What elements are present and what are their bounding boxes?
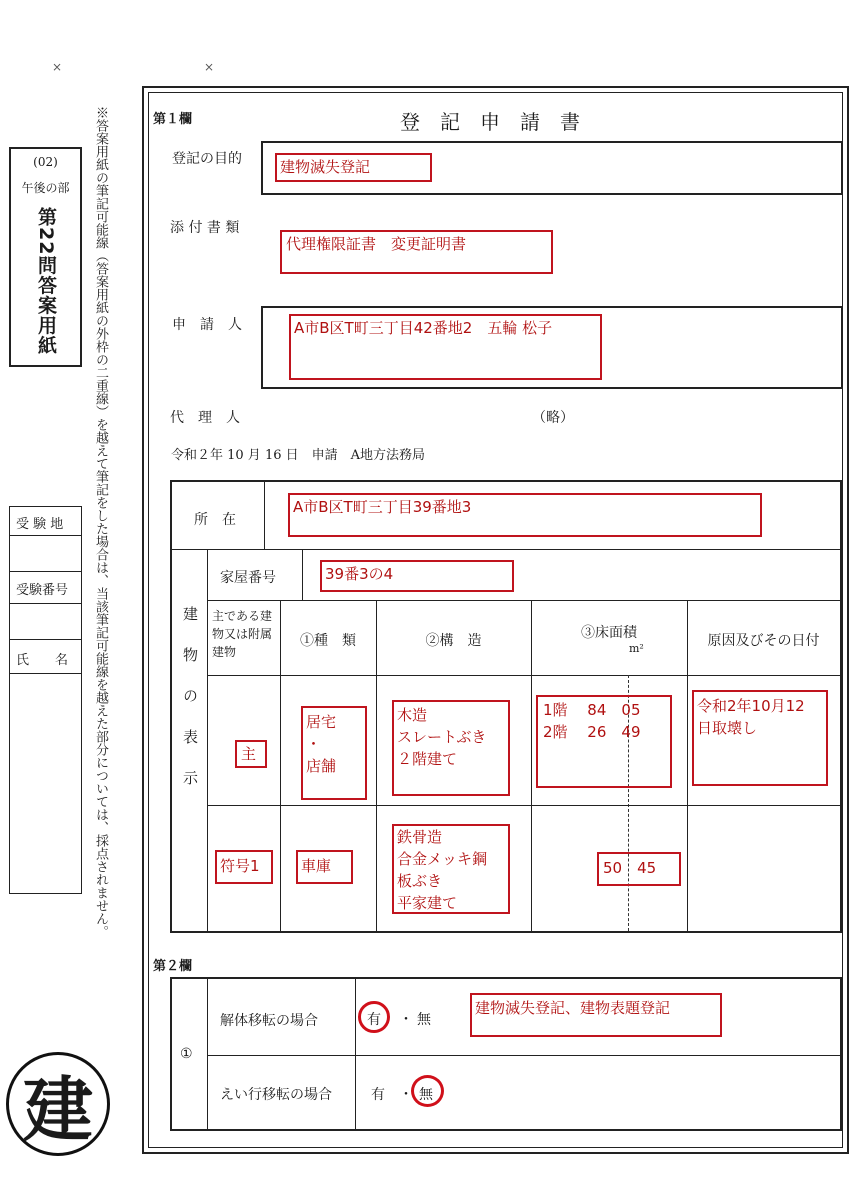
transfer-separator: ・ [399, 1087, 413, 1103]
exam-info-box [9, 506, 82, 894]
purpose-answer-box [275, 153, 432, 182]
purpose-value: 建物滅失登記 [280, 158, 371, 176]
building-display-label: 建物の表示 [181, 606, 199, 811]
relocation-table [170, 977, 842, 1131]
agent-label: 代 理 人 [170, 410, 240, 426]
relocation-item-number: ① [180, 1046, 193, 1062]
crop-mark-left: × [52, 60, 63, 74]
main-building-answer-box[interactable] [235, 740, 267, 768]
row1-cause-line1: 令和2年10月12 [697, 697, 805, 715]
row1-structure-line3: ２階建て [397, 750, 458, 768]
transfer-label: えい行移転の場合 [220, 1087, 332, 1103]
location-answer-box[interactable] [288, 493, 762, 537]
applicant-field[interactable] [261, 306, 843, 389]
row1-floor-area-line1: 1階 84 05 [543, 701, 641, 719]
section1-label: 第１欄 [153, 112, 193, 127]
sheet-title: 第22問答案用紙 [35, 207, 57, 356]
dismantle-note-answer-box[interactable] [470, 993, 722, 1037]
application-title: 登 記 申 請 書 [400, 110, 580, 134]
transfer-yes-option[interactable]: 有 [371, 1087, 385, 1103]
row1-structure-answer-box[interactable] [392, 700, 510, 796]
sheet-code: (02) [33, 155, 58, 169]
row1-cause-line2: 日取壊し [697, 719, 758, 737]
row1-kind-line3: 店舗 [306, 757, 337, 775]
purpose-label: 登記の目的 [172, 151, 242, 167]
agent-value: （略） [532, 410, 574, 426]
row1-structure-line2: スレートぶき [397, 728, 487, 746]
dismantle-no-option[interactable]: 無 [417, 1012, 431, 1028]
kind-header: ①種 類 [300, 633, 356, 649]
crop-mark-right: × [204, 60, 215, 74]
house-number-value: 39番3の4 [325, 565, 394, 583]
sheet-session: 午後の部 [21, 181, 70, 195]
row2-floor-area-value: 50 45 [603, 859, 657, 877]
attachments-label: 添 付 書 類 [170, 220, 240, 236]
section2-label: 第２欄 [153, 959, 193, 974]
applicant-value: A市B区T町三丁目42番地2 五輪 松子 [294, 319, 553, 337]
row2-floor-area-answer-box[interactable] [597, 852, 681, 886]
row1-structure-line1: 木造 [397, 706, 428, 724]
notice-text: ※答案用紙の筆記可能線（答案用紙の外枠の二重線）を越えて筆記をした場合は、当該筆記可能線を越えた部分については、採点されません。 [93, 106, 108, 938]
attachments-value: 代理権限証書 変更証明書 [286, 235, 467, 253]
location-value: A市B区T町三丁目39番地3 [293, 498, 472, 516]
exam-number-label: 受験番号 [16, 583, 69, 598]
answer-sheet-title-box [9, 147, 82, 367]
house-number-label: 家屋番号 [220, 570, 276, 586]
building-table [170, 480, 842, 933]
cause-header: 原因及びその日付 [707, 633, 820, 649]
structure-header: ②構 造 [425, 633, 482, 649]
house-number-answer-box[interactable] [320, 560, 514, 592]
attachments-answer-box[interactable] [280, 230, 553, 274]
annex-symbol-value: 符号1 [220, 857, 260, 875]
row1-kind-answer-box[interactable] [301, 706, 367, 800]
row1-floor-area-line2: 2階 26 49 [543, 723, 641, 741]
floor-area-header: ③床面積 [581, 625, 637, 641]
application-date-line: 令和２年 10 月 16 日 申請 A地方法務局 [171, 448, 426, 463]
row2-kind-value: 車庫 [301, 857, 332, 875]
row2-structure-line2: 合金メッキ鋼 [397, 850, 488, 868]
row2-structure-answer-box[interactable] [392, 824, 510, 914]
name-label: 氏 名 [16, 653, 69, 668]
main-building-value: 主 [241, 745, 257, 763]
exam-site-label: 受 験 地 [16, 517, 64, 532]
row2-structure-line1: 鉄骨造 [397, 828, 443, 846]
dismantle-yes-option[interactable]: 有 [367, 1012, 381, 1028]
location-label: 所 在 [194, 512, 236, 528]
applicant-answer-box [289, 314, 602, 380]
dismantle-separator: ・ [399, 1012, 413, 1028]
annex-symbol-answer-box[interactable] [215, 850, 273, 884]
stamp-seal [6, 1052, 110, 1156]
main-annex-header: 主である建物又は附属建物 [212, 609, 273, 659]
purpose-field[interactable] [261, 141, 843, 195]
dismantle-note-value: 建物滅失登記、建物表題登記 [475, 999, 671, 1017]
row1-kind-line2: ・ [306, 735, 322, 753]
transfer-no-option[interactable]: 無 [419, 1087, 433, 1103]
row2-structure-line4: 平家建て [397, 894, 458, 912]
row1-floor-area-answer-box[interactable] [536, 695, 672, 788]
applicant-label: 申 請 人 [172, 317, 242, 333]
floor-area-unit: m² [629, 642, 644, 655]
row1-kind-line1: 居宅 [306, 713, 337, 731]
row1-cause-answer-box[interactable] [692, 690, 828, 786]
row2-kind-answer-box[interactable] [296, 850, 353, 884]
dismantle-label: 解体移転の場合 [220, 1013, 318, 1029]
row2-structure-line3: 板ぶき [397, 872, 443, 890]
stamp-character: 建 [23, 1068, 93, 1151]
